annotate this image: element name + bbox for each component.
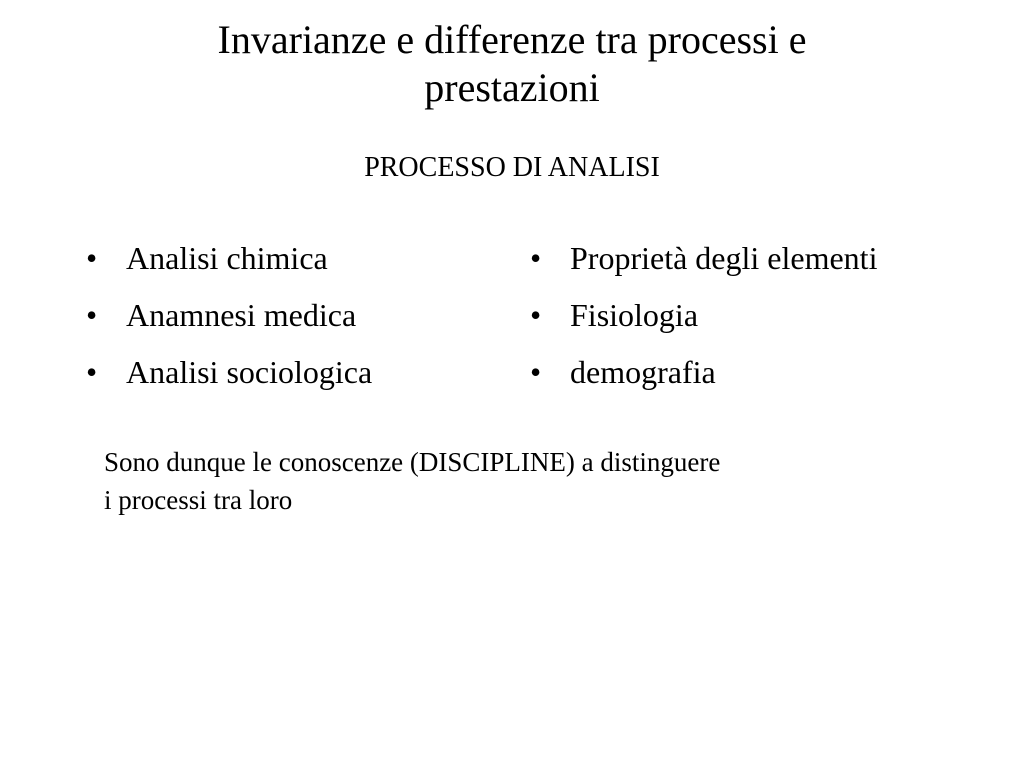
conclusion-line-2: i processi tra loro bbox=[104, 485, 293, 515]
list-item-text: demografia bbox=[570, 354, 716, 390]
conclusion-note bbox=[104, 443, 904, 519]
list-item bbox=[86, 230, 372, 287]
conclusion-line-1: Sono dunque le conoscenze (DISCIPLINE) a distinguere bbox=[104, 447, 721, 477]
list-item bbox=[86, 287, 372, 344]
bullet-icon: • bbox=[530, 354, 542, 390]
right-bullet-list bbox=[530, 230, 877, 401]
list-item bbox=[86, 344, 372, 401]
bullet-icon: • bbox=[86, 354, 98, 390]
bullet-icon: • bbox=[530, 297, 542, 333]
bullet-icon: • bbox=[86, 297, 98, 333]
list-item-text: Analisi chimica bbox=[126, 240, 328, 276]
list-item bbox=[530, 230, 877, 287]
list-item bbox=[530, 287, 877, 344]
slide-title bbox=[112, 16, 912, 112]
slide-title-line-1: Invarianze e differenze tra processi e bbox=[217, 17, 807, 62]
list-item-text: Fisiologia bbox=[570, 297, 699, 333]
list-item bbox=[530, 344, 877, 401]
slide-subtitle: PROCESSO DI ANALISI bbox=[364, 152, 660, 183]
list-item-text: Analisi sociologica bbox=[126, 354, 373, 390]
list-item-text: Anamnesi medica bbox=[126, 297, 357, 333]
slide-title-line-2: prestazioni bbox=[424, 65, 600, 110]
left-bullet-list bbox=[86, 230, 372, 401]
bullet-icon: • bbox=[530, 240, 542, 276]
bullet-icon: • bbox=[86, 240, 98, 276]
list-item-text: Proprietà degli elementi bbox=[570, 240, 878, 276]
